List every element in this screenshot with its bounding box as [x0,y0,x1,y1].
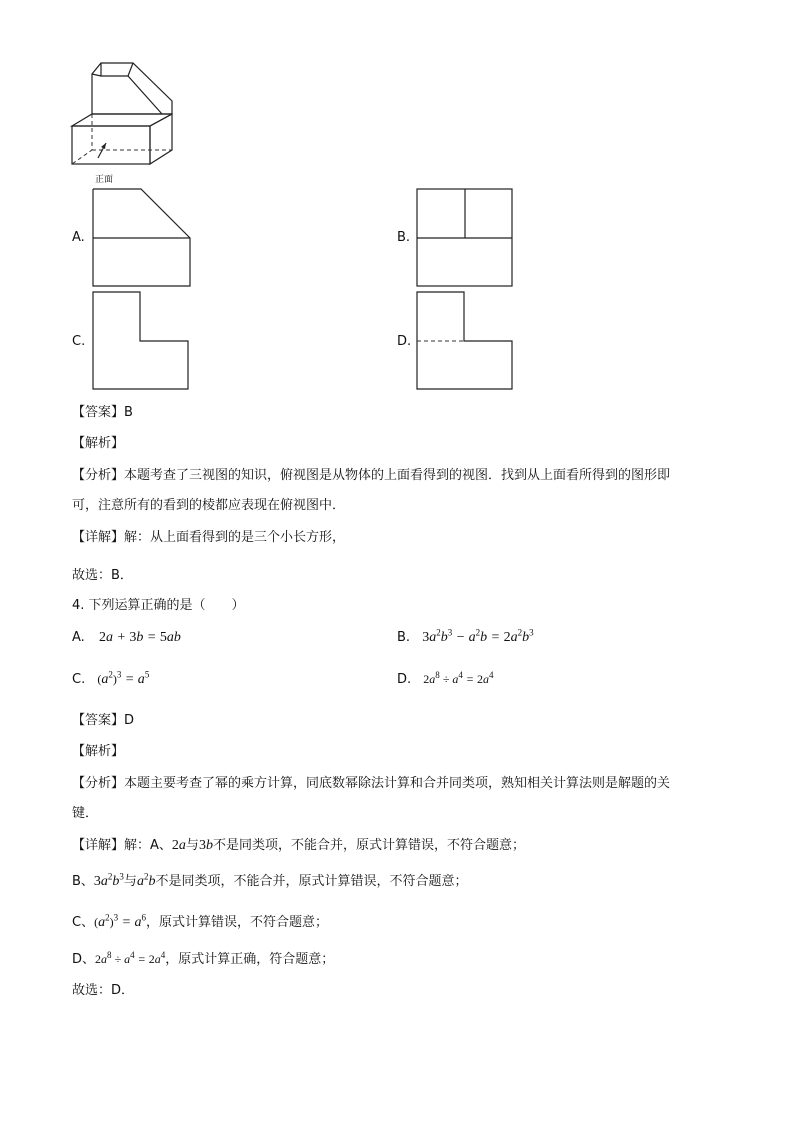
option-b-label: B. [397,630,411,645]
option-d-label: D. [397,334,412,349]
option-a-label: A. [72,630,85,645]
q4-answer [72,709,134,728]
option-b-formula: $3a^2b^3 - a^2b = 2a^2b^3$ [422,627,534,645]
q4-option-c [72,669,150,688]
front-view-label: 正面 [95,175,114,185]
fenxi-label: 【分析】 [72,776,125,791]
q3-analysis-heading: 【解析】 [72,436,125,451]
fenxi-label: 【分析】 [72,468,125,483]
q3-analysis-line-1 [72,464,670,483]
option-a-figure [93,189,190,286]
option-c-figure [93,292,188,389]
answer-value: D [124,713,135,728]
fenxi-text: 本题主要考查了幂的乘方计算，同底数幂除法计算和合并同类项，熟知相关计算法则是解题的关 [124,776,671,791]
q4-detail-a: 【详解】解：A、2a与3b不是同类项，不能合并，原式计算错误，不符合题意； [72,838,525,853]
option-d-formula: $2a^8 \div a^4 = 2a^4$ [423,670,494,686]
answer-value: B [124,405,133,420]
q3-detail [72,526,345,545]
option-d-figure [417,292,512,389]
option-b-label: B. [397,230,411,245]
option-a-label: A. [72,230,85,245]
detail-text: 解：从上面看得到的是三个小长方形， [124,530,346,545]
q3-answer [72,401,133,420]
option-d-label: D. [397,672,412,687]
q4-detail-d: D、$2a^8 \div a^4 = 2a^4$，原式计算正确，符合题意； [72,950,335,967]
q4-option-d [397,672,494,687]
q4-analysis-line-2: 键． [72,806,99,821]
q4-analysis-line-1 [72,772,670,791]
detail-c-text: ，原式计算错误，不符合题意； [146,915,329,930]
detail-d-text: ，原式计算正确，符合题意； [165,952,335,967]
q4-stem: 4. 下列运算正确的是（ ） [72,598,245,613]
q4-option-a [72,630,181,646]
q4-choose: 故选：D． [72,983,135,998]
q4-analysis-heading: 【解析】 [72,744,125,759]
q3-analysis-line-2: 可，注意所有的看到的棱都应表现在俯视图中． [72,498,346,513]
q4-detail-b: B、$3a^2b^3$与$a^2b$不是同类项，不能合并，原式计算错误，不符合题意； [72,871,468,889]
option-c-formula: $(a^2)^3 = a^5$ [97,669,150,687]
fenxi-text: 本题考查了三视图的知识，俯视图是从物体的上面看得到的视图．找到从上面看所得到的图形即 [124,468,671,483]
detail-label: 【详解】 [72,530,125,545]
q4-detail-c: C、$(a^2)^3 = a^6$，原式计算错误，不符合题意； [72,912,329,930]
q4-option-b [397,627,534,646]
q3-choose: 故选：B． [72,568,133,583]
answer-label: 【答案】 [72,713,125,728]
detail-a-text: 不是同类项，不能合并，原式计算错误，不符合题意； [212,838,525,853]
option-a-formula: 2a + 3b = 5ab [98,630,181,645]
option-c-label: C. [72,334,86,349]
option-b-figure [417,189,512,286]
detail-b-text: 不是同类项，不能合并，原式计算错误，不符合题意； [155,874,468,889]
solid-3d-drawing [72,63,172,164]
detail-label: 【详解】 [72,838,125,853]
answer-label: 【答案】 [72,405,125,420]
option-c-label: C. [72,672,86,687]
